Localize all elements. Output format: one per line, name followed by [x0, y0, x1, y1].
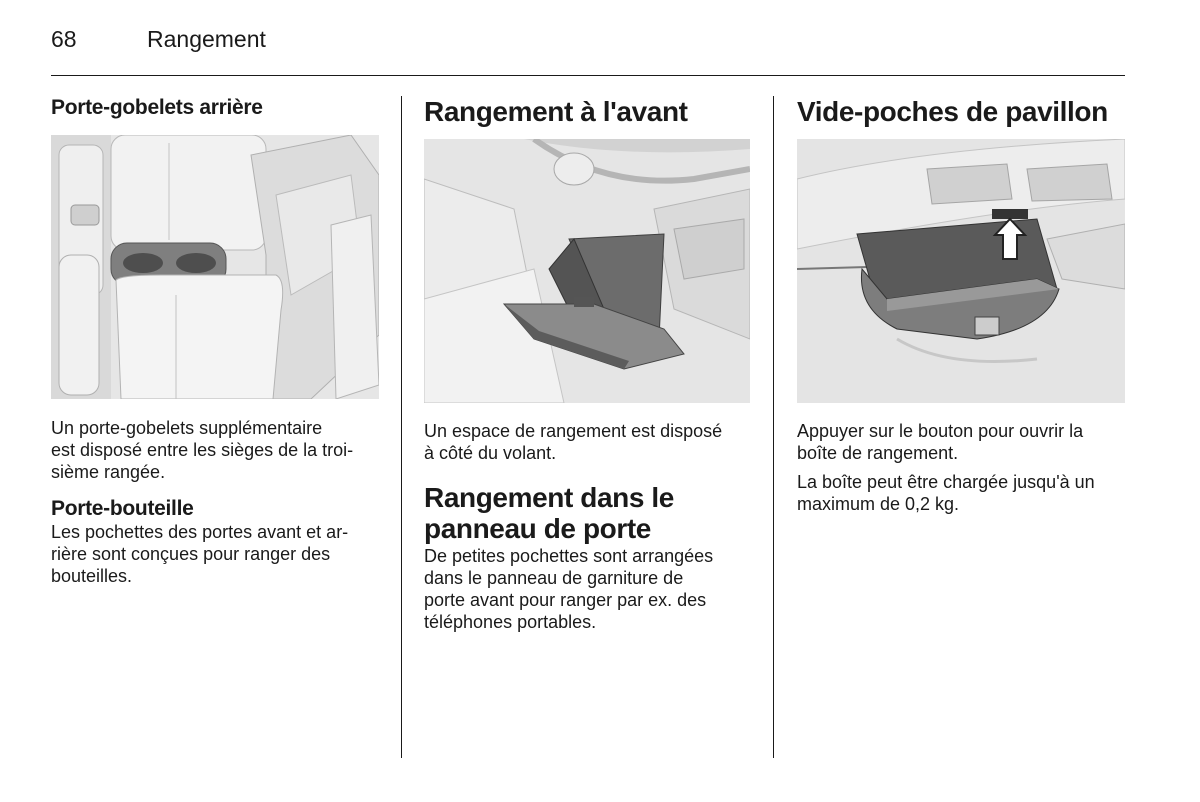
illustration-rear-cup-holder	[51, 135, 379, 399]
column-3	[797, 92, 1127, 515]
illustration-front-storage	[424, 139, 750, 403]
column-2	[424, 92, 754, 633]
section-heading-bottle-holder: Porte-bouteille	[51, 497, 194, 520]
paragraph-bottle-holder: Les pochettes des portes avant et ar- rière sont conçues pour ranger des bouteilles.	[51, 522, 349, 586]
paragraph-rear-cup-holder: Un porte-gobelets supplémentaire est disposé entre les sièges de la troi- sième rangée.	[51, 418, 354, 482]
running-title: Rangement	[147, 26, 266, 52]
section-heading-rear-cup-holders: Porte-gobelets arrière	[51, 96, 263, 119]
section-heading-front-storage: Rangement à l'avant	[424, 96, 688, 127]
paragraph-overhead-button: Appuyer sur le bouton pour ouvrir la boîte de rangement.	[797, 421, 1084, 463]
section-heading-door-panel-storage: Rangement dans le panneau de porte	[424, 482, 674, 544]
column-divider-1	[401, 96, 402, 758]
paragraph-overhead-load: La boîte peut être chargée jusqu'à un maximum de 0,2 kg.	[797, 472, 1095, 514]
illustration-overhead-storage	[797, 139, 1125, 403]
column-1	[51, 92, 381, 587]
section-heading-overhead-storage: Vide-poches de pavillon	[797, 96, 1108, 127]
page-number: 68	[51, 26, 77, 52]
column-divider-2	[773, 96, 774, 758]
paragraph-front-storage: Un espace de rangement est disposé à côté du volant.	[424, 421, 723, 463]
paragraph-door-panel-storage: De petites pochettes sont arrangées dans le panneau de garniture de porte avant pour ranger par ex. des téléphones portables.	[424, 546, 714, 632]
header-rule	[51, 75, 1125, 76]
